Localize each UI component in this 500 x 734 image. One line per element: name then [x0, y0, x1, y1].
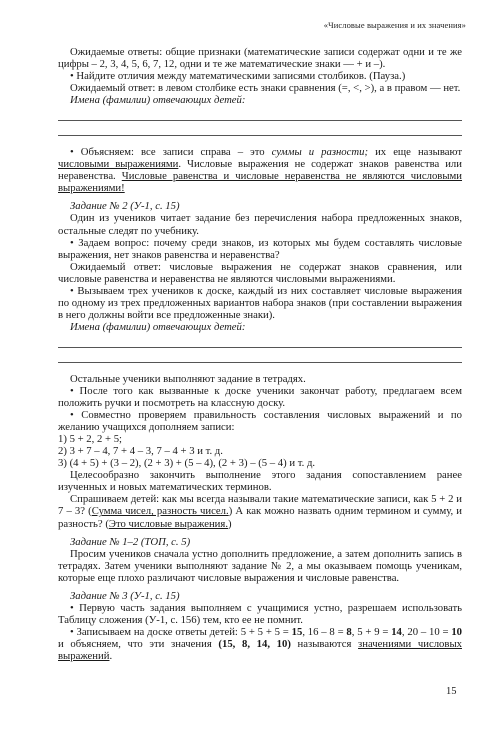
task-heading: Задание № 2 (У-1, с. 15): [70, 200, 180, 213]
page-number: 15: [446, 686, 457, 697]
paragraph: • Первую часть задания выполняем с учащимися устно, разрешаем использовать Таблицу сложения (У-1, с. 156) тем, кто ее не помнит.: [58, 601, 462, 626]
paragraph: • После того как вызванные к доске ученики закончат работу, предлагаем всем положить ручки и посмотреть на классную доску.: [58, 384, 462, 410]
bold-value: 15: [291, 625, 303, 638]
bold-value: 14: [391, 625, 402, 638]
text: , 5 + 9 =: [351, 625, 392, 638]
running-header: «Числовые выражения и их значения»: [323, 20, 466, 30]
text: • Записываем на доске ответы детей: 5 + 5 + 5 =: [70, 625, 292, 638]
paragraph: • Совместно проверяем правильность составления числовых выражений и по желанию учащихся дополняем записи:: [58, 409, 462, 434]
answer-line: [58, 333, 462, 348]
text: . Числовые выражения не содержат знаков равенства или неравенства.: [58, 158, 462, 183]
list-item: 2) 3 + 7 – 4, 7 + 4 – 3, 7 – 4 + 3 и т. д.: [58, 445, 223, 458]
paragraph: [58, 146, 462, 194]
paragraph: Остальные ученики выполняют задание в тетрадях.: [70, 372, 306, 385]
names-label: Имена (фамилии) отвечающих детей:: [70, 94, 246, 107]
answer-line: [58, 106, 462, 121]
paragraph: • Задаем вопрос: почему среди знаков, из которых мы будем составлять числовые выражения, нет знаков равенства и неравенства?: [58, 236, 462, 261]
paragraph: Целесообразно закончить выполнение этого задания сопоставлением ранее изученных и новых математических терминов.: [58, 469, 462, 494]
page-body: [58, 46, 462, 662]
text: и объясняем, что эти значения: [58, 637, 219, 650]
paragraph: Ожидаемый ответ: числовые выражения не содержат знаков сравнения, или числовые равенства и неравенства не являются числовыми выражениями.: [58, 260, 462, 285]
text: , 16 – 8 =: [302, 625, 347, 638]
text: • Найдите отличия между математическими записями столбиков. (Пауза.): [70, 70, 406, 83]
paragraph: Ожидаемый ответ: в левом столбике есть знаки сравнения (=, <, >), а в правом — нет.: [70, 82, 461, 95]
text: .: [109, 649, 113, 662]
list-item: 1) 5 + 2, 2 + 5;: [58, 433, 123, 446]
paragraph: Просим учеников сначала устно дополнить предложение, а затем дополнить запись в тетрадях. Затем ученики выполняют задание № 2, а мы оказываем помощь ученикам, которые еще плохо различают числовые выражения и числовые равенства.: [58, 547, 462, 584]
paragraph: [58, 70, 462, 82]
text: их еще называют: [368, 146, 462, 159]
bold-value: (15, 8, 14, 10): [218, 637, 291, 650]
text: ): [228, 517, 232, 530]
text: , 20 – 10 =: [401, 625, 452, 638]
text: Спрашиваем детей: как мы всегда называли такие математические записи, как 5 + 2 и 7 – 3? (: [58, 493, 462, 518]
text: • Объясняем: все записи справа – это: [70, 146, 272, 159]
paragraph: Ожидаемые ответы: общие признаки (математические записи содержат одни и те же цифры – 2, 3, 4, 5, 6, 7, 12, одни и те же математические знаки — + и –).: [58, 46, 462, 71]
names-label: Имена (фамилии) отвечающих детей:: [70, 320, 246, 333]
task-heading: Задание № 1–2 (ТОП, с. 5): [70, 535, 191, 548]
list-item: 3) (4 + 5) + (3 – 2), (2 + 3) + (5 – 4), (2 + 3) – (5 – 4) и т. д.: [58, 457, 316, 470]
bold-value: 10: [451, 625, 462, 638]
text: называются: [290, 637, 359, 650]
paragraph: [58, 626, 462, 662]
task-heading: Задание № 3 (У-1, с. 15): [70, 589, 180, 602]
underlined-answer: Это числовые выражения.: [108, 517, 228, 530]
paragraph: Один из учеников читает задание без перечисления набора предложенных знаков, остальные следят по учебнику.: [58, 212, 462, 237]
underlined-term: числовыми выражениями: [58, 158, 179, 171]
answer-line: [58, 348, 462, 363]
text: ) А как можно назвать одним термином и сумму, и разность? (: [58, 505, 462, 530]
underlined-term: значениями числовых выражений: [58, 637, 462, 662]
answer-line: [58, 121, 462, 136]
italic-text: суммы и разности;: [271, 146, 369, 159]
underlined-rule: Числовые равенства и числовые неравенства не являются числовыми выражениями!: [58, 170, 463, 195]
paragraph: • Вызываем трех учеников к доске, каждый из них составляет числовые выражения по одному из трех предложенных вариантов набора знаков (при составлении выражения в него должны войти все предложенные знаки).: [58, 284, 462, 321]
bold-value: 8: [346, 625, 352, 638]
paragraph: [58, 493, 462, 529]
underlined-answer: Сумма чисел, разность чисел.: [91, 505, 229, 518]
